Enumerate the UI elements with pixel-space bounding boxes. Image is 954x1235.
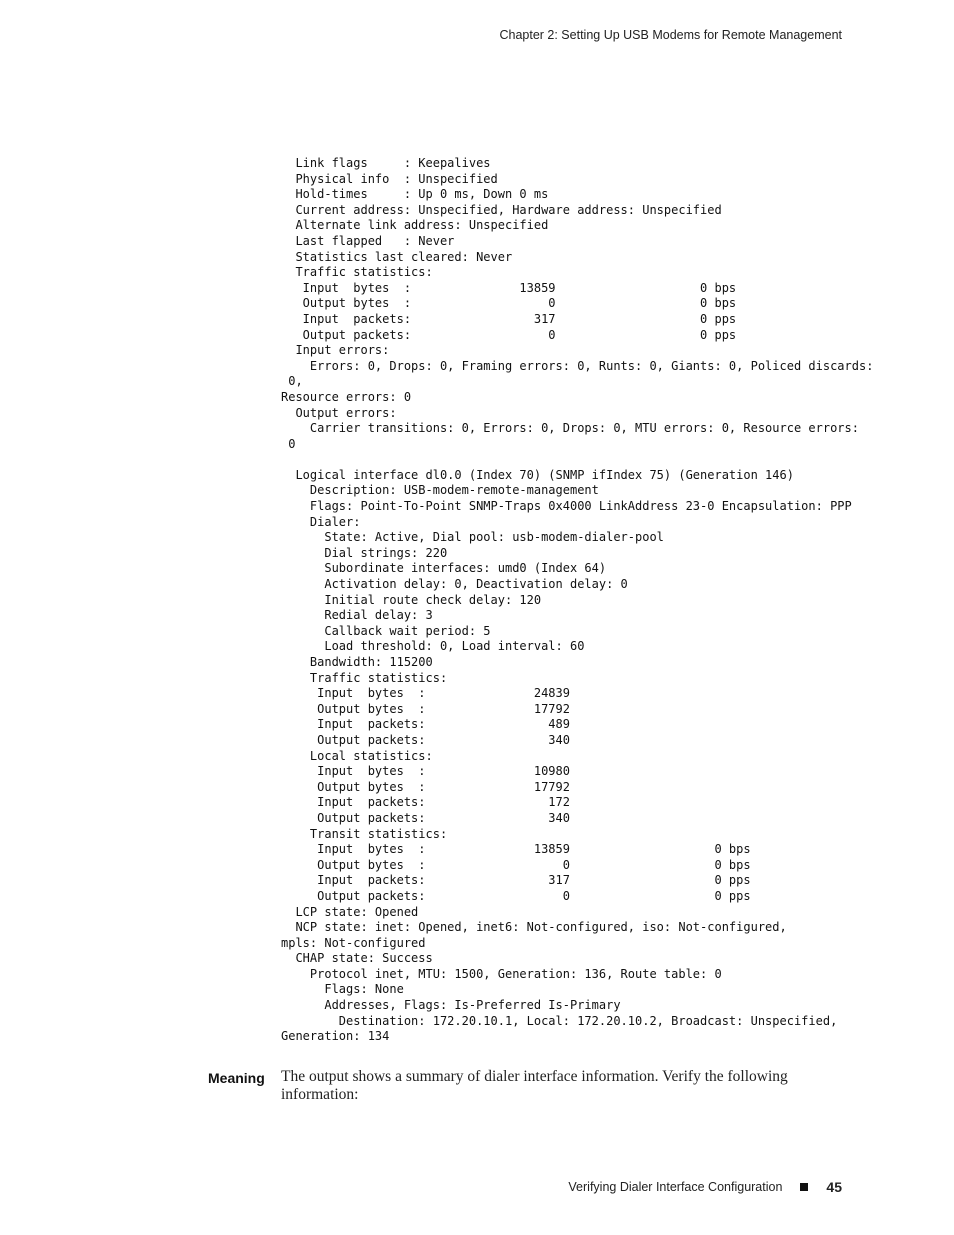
square-bullet-icon — [800, 1183, 808, 1191]
meaning-label: Meaning — [208, 1070, 265, 1086]
meaning-text: The output shows a summary of dialer interface information. Verify the following information: — [281, 1068, 788, 1103]
cli-output-block: Link flags : Keepalives Physical info : Unspecified Hold-times : Up 0 ms, Down 0 ms Current address: Unspecified, Hardware address: Unspecified Alternate link address: Unspecified Last flapped : Never Statistics last cleared: Never Traffic statistics: Input bytes : 13859 0 bps Output bytes : 0 0 bps Input packets: 317 0 pps Output packets: 0 0 pps Input errors: Errors: 0, Drops: 0, Framing errors: 0, Runts: 0, Giants: 0, Policed discards: 0, Resource errors: 0 Output errors: Carrier transitions: 0, Errors: 0, Drops: 0, MTU errors: 0, Resource errors: 0 Logical interface dl0.0 (Index 70) (SNMP ifIndex 75) (Generation 146) Description: USB-modem-remote-management Flags: Point-To-Point SNMP-Traps 0x4000 LinkAddress 23-0 Encapsulation: PPP Dialer: State: Active, Dial pool: usb-modem-dialer-pool Dial strings: 220 Subordinate interfaces: umd0 (Index 64) Activation delay: 0, Deactivation delay: 0 Initial route check delay: 120 Redial delay: 3 Callback wait period: 5 Load threshold: 0, Load interval: 60 Bandwidth: 115200 Traffic statistics: Input bytes : 24839 Output bytes : 17792 Input packets: 489 Output packets: 340 Local statistics: Input bytes : 10980 Output bytes : 17792 Input packets: 172 Output packets: 340 Transit statistics: Input bytes : 13859 0 bps Output bytes : 0 0 bps Input packets: 317 0 pps Output packets: 0 0 pps LCP state: Opened NCP state: inet: Opened, inet6: Not-configured, iso: Not-configured, mpls: Not-configured CHAP state: Success Protocol inet, MTU: 1500, Generation: 136, Route table: 0 Flags: None Addresses, Flags: Is-Preferred Is-Primary Destination: 172.20.10.1, Local: 172.20.10.2, Broadcast: Unspecified, Generation: 134 — [281, 156, 874, 1044]
footer-section-title: Verifying Dialer Interface Configuration — [568, 1180, 783, 1194]
page-number: 45 — [826, 1179, 842, 1195]
page-footer — [568, 1179, 842, 1195]
chapter-header: Chapter 2: Setting Up USB Modems for Remote Management — [499, 28, 842, 42]
